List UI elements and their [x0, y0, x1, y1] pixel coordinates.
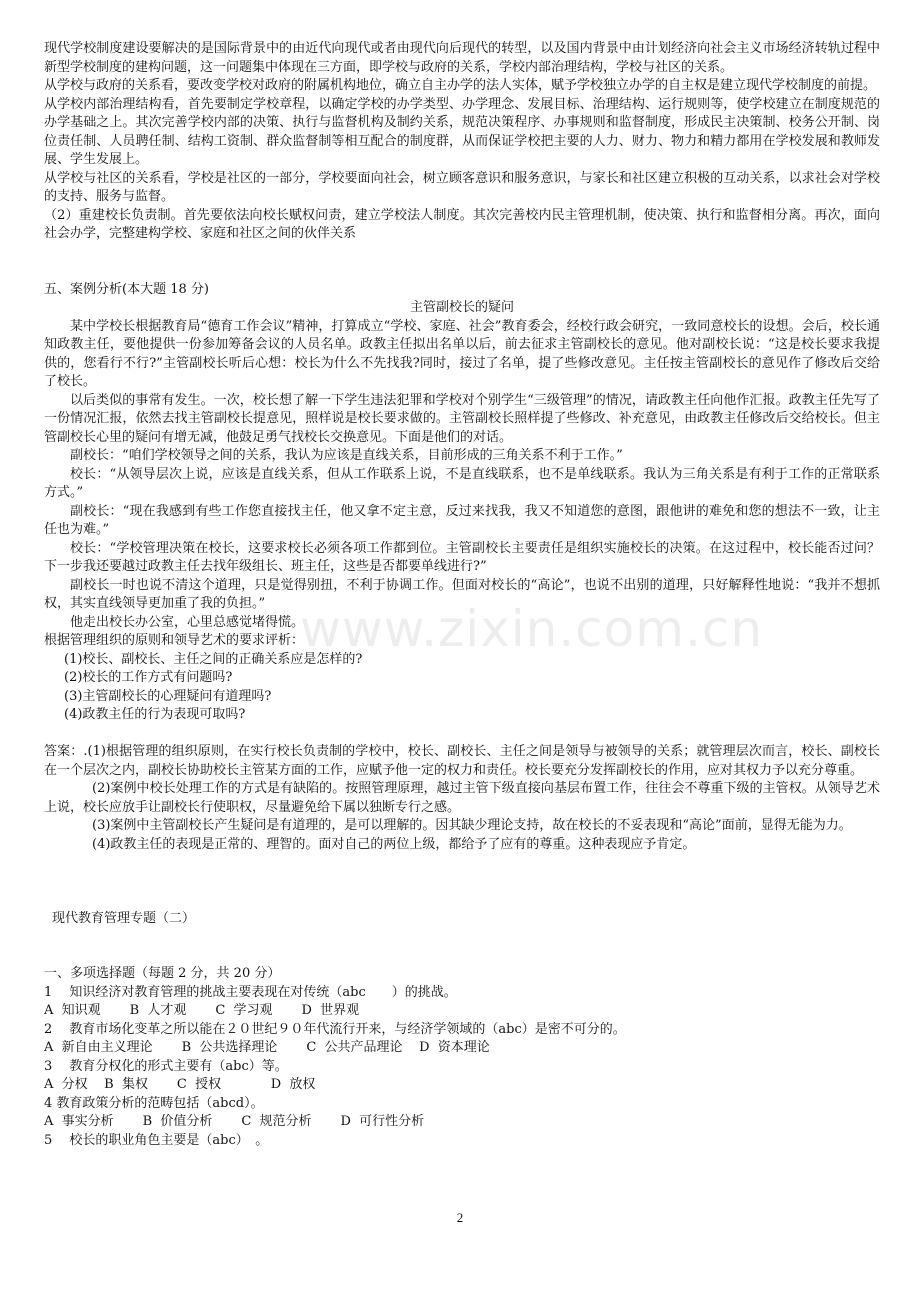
case-paragraph: 校长：“从领导层次上说，应该是直线关系，但从工作联系上说，不是直线联系，也不是单线联系。我认为三角关系是有利于工作的正常联系方式。”: [44, 466, 880, 500]
watermark: www.zixin.com.cn: [300, 600, 764, 658]
case-paragraph: 副校长：“咱们学校领导之间的关系，我认为应该是直线关系，目前形成的三角关系不利于工作。”: [70, 448, 623, 463]
answer-paragraph: (3)案例中主管副校长产生疑问是有道理的，是可以理解的。因其缺少理论支持，故在校长的不妥表现和“高论”面前，显得无能为力。: [92, 818, 852, 833]
intro-paragraph: 从学校与政府的关系看，要改变学校对政府的附属机构地位，确立自主办学的法人实体，赋予学校独立办学的自主权是建立现代学校制度的前提。: [44, 78, 877, 93]
spacer: [44, 244, 880, 281]
intro-paragraph: （2）重建校长负责制。首先要依法向校长赋权问责，建立学校法人制度。其次完善校内民主管理机制，使决策、执行和监督相分离。再次，面向社会办学，完整建构学校、家庭和社区之间的伙伴关系: [44, 207, 880, 241]
case-paragraph: 他走出校长办公室，心里总感觉堵得慌。: [70, 614, 305, 630]
intro-paragraph: 从学校内部治理结构看，首先要制定学校章程，以确定学校的办学类型、办学理念、发展目标、治理结构、运行规则等，使学校建立在制度规范的办学基础之上。其次完善学校内部的决策、执行与监督机构及制约关系，规范决策程序、办事规则和监督制度，形成民主决策制、校务公开制、岗位责任制、人员聘任制、结构工资制、群众监督制等相互配合的制度群，从而保证学校把主要的人力、财力、物力和精力都用在学校发展和教师发展、学生发展上。: [44, 96, 880, 167]
section-title: 现代教育管理专题（二）: [52, 910, 196, 926]
answer-paragraph: 答案：.(1)根据管理的组织原则，在实行校长负责制的学校中，校长、副校长、主任之间是领导与被领导的关系；就管理层次而言，校长、副校长在一个层次之内，副校长协助校长主管某方面的工作，应赋予他一定的权力和责任。校长要充分发挥副校长的作用，应对其权力予以充分尊重。: [44, 744, 880, 778]
case-heading: 五、案例分析(本大题 18 分): [44, 281, 209, 297]
intro-paragraph: 现代学校制度建设要解决的是国际背景中的由近代向现代或者由现代向后现代的转型，以及国内背景中由计划经济向社会主义市场经济转轨过程中新型学校制度的建构问题，这一问题集中体现在三方面，即学校与政府的关系，学校内部治理结构，学校与社区的关系。: [44, 41, 880, 75]
mcq-question: 4 教育政策分析的范畴包括（abcd）。: [44, 1095, 264, 1111]
mcq-question: 1 知识经济对教育管理的挑战主要表现在对传统（abc ）的挑战。: [44, 984, 457, 1000]
spacer: [44, 725, 880, 744]
case-question: (3)主管副校长的心理疑问有道理吗?: [64, 688, 272, 704]
spacer: [44, 928, 880, 965]
intro-paragraph: 从学校与社区的关系看，学校是社区的一部分，学校要面向社会，树立顾客意识和服务意识，与家长和社区建立积极的互动关系，以求社会对学校的支持、服务与监督。: [44, 170, 880, 204]
case-paragraph: 以后类似的事常有发生。一次，校长想了解一下学生违法犯罪和学校对个别学生“三级管理”的情况，请政教主任向他作汇报。政教主任先写了一份情况汇报，依然去找主管副校长提意见，照样说是校长要求做的。主管副校长照样提了些修改、补充意见，由政教主任修改后交给校长。但主管副校长心里的疑问有增无减，他鼓足勇气找校长交换意见。下面是他们的对话。: [44, 392, 880, 445]
mcq-question: 2 教育市场化变革之所以能在２０世纪９０年代流行开来，与经济学领域的（abc）是密不可分的。: [44, 1021, 626, 1037]
spacer: [44, 891, 880, 910]
case-question: (4)政教主任的行为表现可取吗?: [64, 707, 246, 722]
case-paragraph: 副校长一时也说不清这个道理，只是觉得别扭，不利于协调工作。但面对校长的“高论”，也说不出别的道理，只好解释性地说：“我并不想抓权，其实直线领导更加重了我的负担。”: [44, 577, 880, 611]
spacer: [44, 854, 880, 891]
case-paragraph: 某中学校长根据教育局“德育工作会议”精神，打算成立“学校、家庭、社会”教育委会，经校行政会研究，一致同意校长的设想。会后，校长通知政教主任，要他提供一份参加筹备会议的人员名单。政教主任拟出名单以后，前去征求主管副校长的意见。他对副校长说：“这是校长要求我提供的，您看行不行?”主管副校长听后心想：校长为什么不先找我?同时，接过了名单，提了些修改意见。主任按主管副校长的意见作了修改后交给了校长。: [44, 318, 880, 389]
case-paragraph: 校长：“学校管理决策在校长，这要求校长必须各项工作都到位。主管副校长主要责任是组织实施校长的决策。在这过程中，校长能否过问？下一步我还要越过政教主任去找年级组长、班主任，这些是否都要单线进行?”: [44, 540, 880, 574]
case-paragraph: 副校长：“现在我感到有些工作您直接找主任，他又拿不定主意，反过来找我，我又不知道您的意图，跟他讲的难免和您的想法不一致，让主任也为难。”: [44, 503, 880, 537]
mcq-options: A 新自由主义理论 B 公共选择理论 C 公共产品理论 D 资本理论: [44, 1040, 490, 1055]
mcq-options: A 知识观 B 人才观 C 学习观 D 世界观: [44, 1003, 360, 1018]
case-question: (2)校长的工作方式有问题吗?: [64, 670, 233, 685]
mcq-question: 5 校长的职业角色主要是（abc） 。: [44, 1132, 269, 1148]
case-prompt: 根据管理组织的原则和领导艺术的要求评析：: [44, 633, 305, 648]
mcq-options: A 分权 B 集权 C 授权 D 放权: [44, 1077, 316, 1092]
mcq-heading: 一、多项选择题（每题 2 分，共 20 分）: [44, 966, 281, 981]
page-number: 2: [456, 1210, 464, 1225]
case-title: 主管副校长的疑问: [409, 300, 514, 315]
mcq-options: A 事实分析 B 价值分析 C 规范分析 D 可行性分析: [44, 1114, 425, 1129]
answer-paragraph: (4)政教主任的表现是正常的、理智的。面对自己的两位上级，都给予了应有的尊重。这种表现应予肯定。: [92, 836, 696, 852]
answer-paragraph: (2)案例中校长处理工作的方式是有缺陷的。按照管理原理，越过主管下级直接向基层布置工作，往往会不尊重下级的主管权。从领导艺术上说，校长应放手让副校长行使职权，尽量避免给下属以独断专行之感。: [44, 781, 880, 815]
document-page: [44, 40, 880, 1150]
mcq-question: 3 教育分权化的形式主要有（abc）等。: [44, 1058, 288, 1074]
case-question: (1)校长、副校长、主任之间的正确关系应是怎样的?: [64, 651, 363, 667]
